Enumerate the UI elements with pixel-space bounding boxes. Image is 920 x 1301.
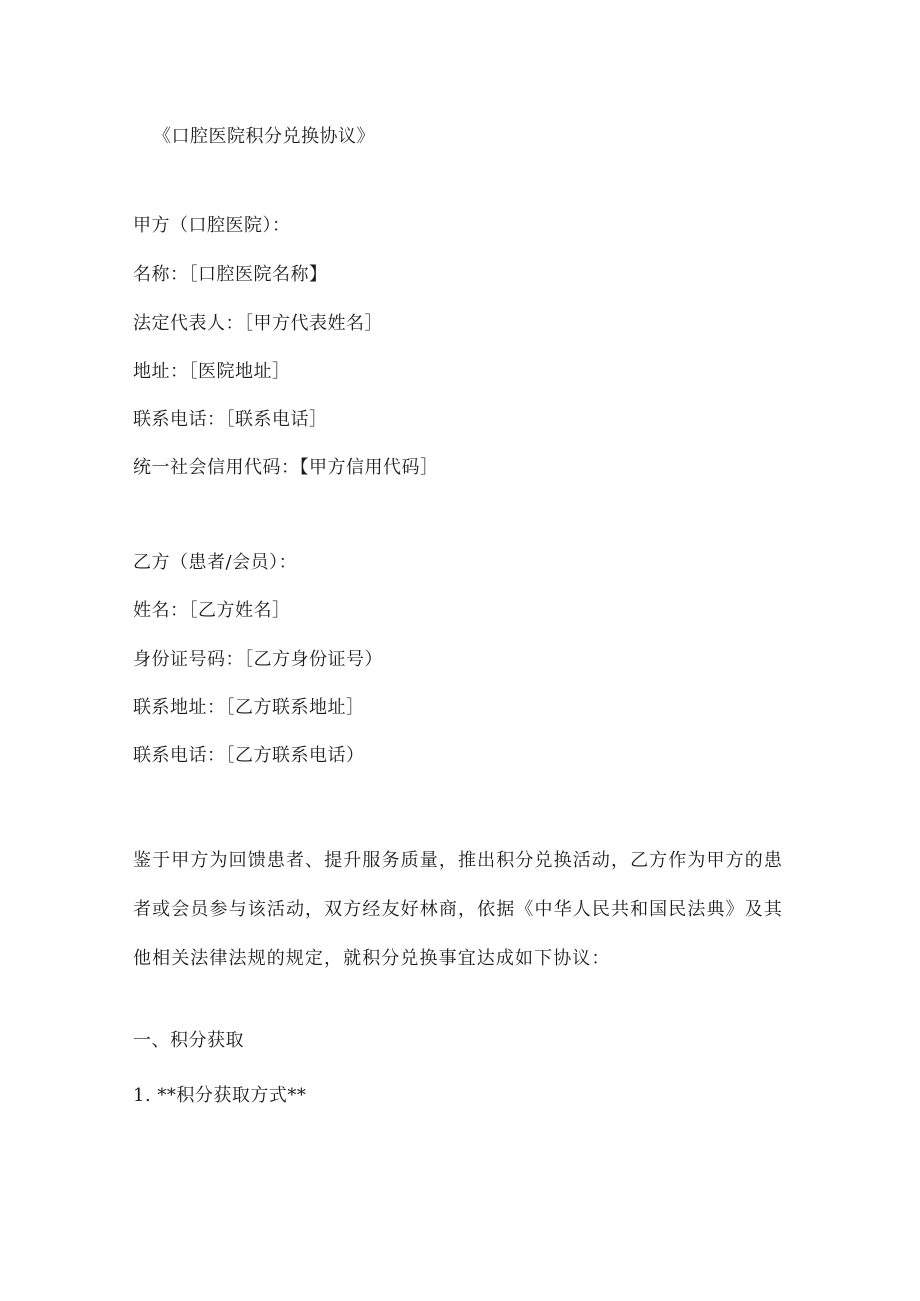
party-a-legal-representative: 法定代表人：［甲方代表姓名］ <box>133 313 383 334</box>
party-a-heading: 甲方（口腔医院）： <box>133 215 291 236</box>
party-b-phone: 联系电话：［乙方联系电话） <box>133 745 365 766</box>
party-b-id-number: 身份证号码：［乙方身份证号） <box>133 649 383 670</box>
section-1-item-1: 1. **积分获取方式** <box>133 1085 307 1106</box>
party-a-phone: 联系电话：［联系电话］ <box>133 409 328 430</box>
party-b-address: 联系地址：［乙方联系地址］ <box>133 697 365 718</box>
party-b-name: 姓名：［乙方姓名］ <box>133 600 291 621</box>
document-title: 《口腔医院积分兑换协议》 <box>153 126 375 147</box>
preamble-paragraph: 鉴于甲方为回馈患者、提升服务质量，推出积分兑换活动，乙方作为甲方的患者或会员参与该活动，双方经友好林商，依据《中华人民共和国民法典》及其他相关法律法规的规定，就积分兑换事宜达成如下协议： <box>133 850 783 969</box>
party-a-address: 地址：［医院地址］ <box>133 361 291 382</box>
party-a-name: 名称：［口腔医院名称】 <box>133 264 328 285</box>
party-b-heading: 乙方（患者/会员）： <box>133 552 298 573</box>
party-a-credit-code: 统一社会信用代码：【甲方信用代码］ <box>133 457 439 478</box>
section-1-heading: 一、积分获取 <box>133 1030 244 1051</box>
